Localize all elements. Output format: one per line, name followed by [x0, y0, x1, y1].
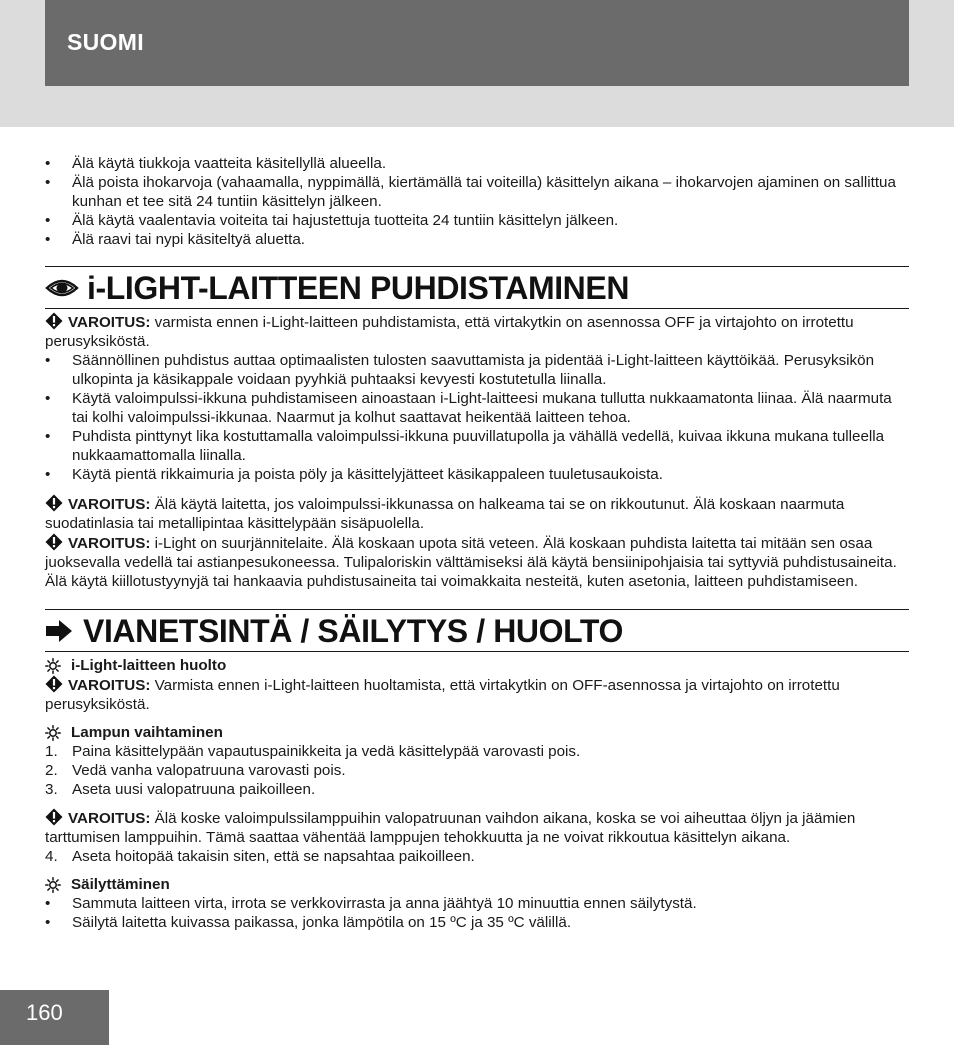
eye-icon	[45, 272, 81, 304]
warning-label: VAROITUS:	[68, 810, 151, 827]
warning-paragraph	[45, 533, 909, 591]
list-item: • Säilytä laitetta kuivassa paikassa, jonka lämpötila on 15 ºC ja 35 ºC välillä.	[45, 913, 909, 932]
list-item: • Käytä pientä rikkaimuria ja poista pöly ja käsittelyjätteet käsikappaleen tuuletusaukoista.	[45, 465, 909, 484]
cleaning-section-heading	[45, 266, 909, 309]
page-number-box	[0, 990, 109, 1045]
lamp-steps-list	[45, 742, 909, 799]
storage-title: Säilyttäminen	[71, 876, 170, 893]
warning-icon	[45, 494, 63, 512]
warning-icon	[45, 675, 63, 693]
list-item: 4. Aseta hoitopää takaisin siten, että se napsahtaa paikoilleen.	[45, 848, 475, 865]
cleaning-list	[45, 351, 909, 484]
sun-icon	[45, 725, 61, 741]
warning-text: Älä käytä laitetta, jos valoimpulssi-ikkunassa on halkeama tai se on rikkoutunut. Älä koskaan naarmuta suodatinlasia tai metallipintaa käsittelypään sisäpuolella.	[45, 496, 845, 532]
warning-icon	[45, 312, 63, 330]
list-item: 1. Paina käsittelypään vapautuspainikkeita ja vedä käsittelypää varovasti pois.	[45, 743, 581, 760]
warning-text: Varmista ennen i-Light-laitteen huoltamista, että virtakytkin on OFF-asennossa ja virtajohto on irrotettu perusyksiköstä.	[45, 677, 840, 713]
sun-icon	[45, 658, 61, 674]
list-item: • Sammuta laitteen virta, irrota se verkkovirrasta ja anna jäähtyä 10 minuuttia ennen säilytystä.	[45, 894, 909, 913]
troubleshooting-title: VIANETSINTÄ / SÄILYTYS / HUOLTO	[83, 612, 623, 649]
page-content	[45, 154, 909, 932]
list-item: • Älä käytä tiukkoja vaatteita käsitellyllä alueella.	[45, 154, 909, 173]
intro-list	[45, 154, 909, 249]
troubleshooting-section-heading	[45, 609, 909, 652]
maintenance-subheading	[45, 656, 909, 675]
maintenance-title: i-Light-laitteen huolto	[71, 657, 227, 674]
warning-paragraph	[45, 494, 909, 533]
cleaning-title: i-LIGHT-LAITTEEN PUHDISTAMINEN	[87, 269, 630, 306]
list-item: • Älä raavi tai nypi käsiteltyä aluetta.	[45, 230, 909, 249]
warning-text: Älä koske valoimpulssilamppuihin valopatruunan vaihdon aikana, koska se voi aiheuttaa öljyn ja jäämien tarttumisen lamppuihin. Tämä saattaa vähentää lamppujen tehokkuutta ja ne voivat rikkoutua käsittelyn aikana.	[45, 810, 856, 846]
warning-icon	[45, 808, 63, 826]
warning-label: VAROITUS:	[68, 496, 151, 513]
warning-text: varmista ennen i-Light-laitteen puhdistamista, että virtakytkin on asennossa OFF ja virtajohto on irrotettu perusyksiköstä.	[45, 314, 854, 350]
storage-subheading	[45, 875, 909, 894]
warning-paragraph	[45, 808, 909, 847]
lamp-title: Lampun vaihtaminen	[71, 724, 223, 741]
language-bar	[45, 0, 909, 86]
warning-paragraph	[45, 675, 909, 714]
warning-paragraph	[45, 312, 909, 351]
language-label: SUOMI	[67, 29, 144, 55]
lamp-subheading	[45, 723, 909, 742]
list-item: • Älä käytä vaalentavia voiteita tai hajustettuja tuotteita 24 tuntiin käsittelyn jälkeen.	[45, 211, 909, 230]
storage-list	[45, 894, 909, 932]
page-number: 160	[26, 1000, 63, 1025]
list-item: • Käytä valoimpulssi-ikkuna puhdistamiseen ainoastaan i-Light-laitteesi mukana tullutta nukkaamatonta liinaa. Älä naarmuta tai kolhi valoimpulssi-ikkunaa. Naarmut ja kolhut saattavat heikentää laitteen tehoa.	[45, 389, 909, 427]
list-item: 2. Vedä vanha valopatruuna varovasti pois.	[45, 762, 346, 779]
list-item: • Älä poista ihokarvoja (vahaamalla, nyppimällä, kiertämällä tai voiteilla) käsittelyn aikana – ihokarvojen ajaminen on sallittua kunhan et tee sitä 24 tuntiin käsittelyn jälkeen.	[45, 173, 909, 211]
sun-icon	[45, 877, 61, 893]
arrow-right-icon	[45, 615, 77, 647]
warning-label: VAROITUS:	[68, 677, 151, 694]
warning-icon	[45, 533, 63, 551]
lamp-steps-list-continued	[45, 847, 909, 866]
list-item: • Puhdista pinttynyt lika kostuttamalla valoimpulssi-ikkuna puuvillatupolla ja vähällä vedellä, kuivaa ikkuna mukana tulleella nukkaamattomalla liinalla.	[45, 427, 909, 465]
list-item: • Säännöllinen puhdistus auttaa optimaalisten tulosten saavuttamista ja pidentää i-Light-laitteen käyttöikää. Perusyksikön ulkopinta ja käsikappale voidaan pyyhkiä puhtaaksi kevyesti kostutetulla liinalla.	[45, 351, 909, 389]
warning-label: VAROITUS:	[68, 535, 151, 552]
warning-text: i-Light on suurjännitelaite. Älä koskaan upota sitä veteen. Älä koskaan puhdista laitetta tai mitään sen osaa juoksevalla vedellä tai astianpesukoneessa. Tulipaloriskin välttämiseksi älä käytä bensiinipohjaisia tai syttyviä puhdistusaineita. Älä käytä kiillotustyynyjä tai hankaavia puhdistusaineita tai voimakkaita nesteitä, kuten asetonia, laitteen puhdistamiseen.	[45, 535, 897, 590]
warning-label: VAROITUS:	[68, 314, 151, 331]
list-item: 3. Aseta uusi valopatruuna paikoilleen.	[45, 781, 316, 798]
